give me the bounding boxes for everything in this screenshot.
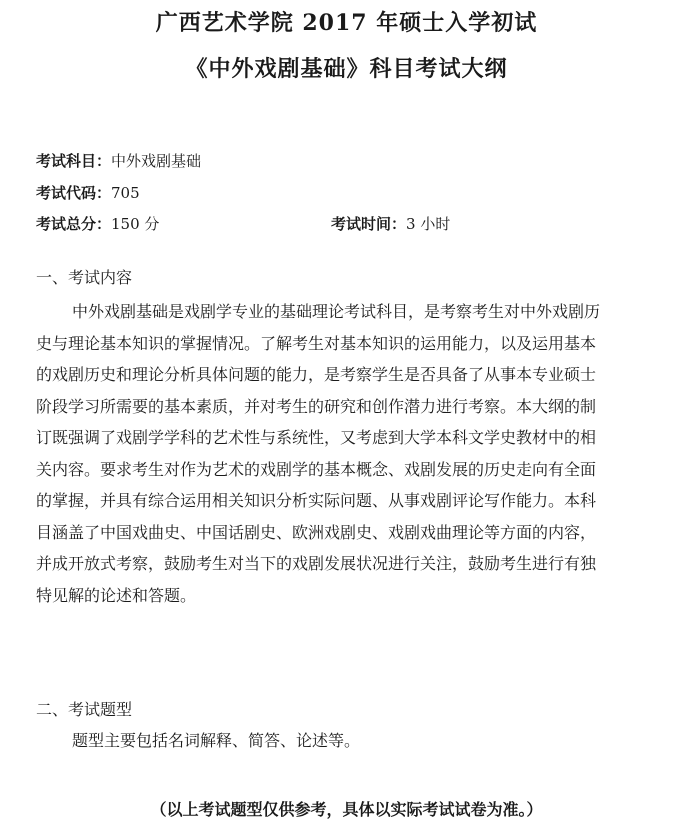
paragraph-line: 并成开放式考察，鼓励考生对当下的戏剧发展状况进行关注，鼓励考生进行有独	[36, 554, 597, 573]
paragraph-line: 的戏剧历史和理论分析具体问题的能力，是考察学生是否具备了从事本专业硕士	[36, 365, 597, 384]
paragraph-line: 订既强调了戏剧学学科的艺术性与系统性，又考虑到大学本科文学史教材中的相	[36, 428, 597, 447]
exam-score-row	[36, 213, 159, 234]
exam-code-row	[36, 182, 140, 203]
paragraph-line: 史与理论基本知识的掌握情况。了解考生对基本知识的运用能力，以及运用基本	[36, 333, 597, 353]
paragraph-line: 目涵盖了中国戏曲史、中国话剧史、欧洲戏剧史、戏剧戏曲理论等方面的内容，	[36, 522, 597, 542]
paragraph-line: 阶段学习所需要的基本素质，并对考生的研究和创作潜力进行考察。本大纲的制	[36, 396, 597, 416]
section2-heading: 二、考试题型	[36, 700, 133, 719]
exam-time-value: 3 小时	[406, 215, 451, 233]
paragraph-line: 的掌握，并具有综合运用相关知识分析实际问题、从事戏剧评论写作能力。本科	[36, 491, 597, 510]
footer-note: （以上考试题型仅供参考，具体以实际考试试卷为准。）	[150, 800, 543, 819]
exam-subject-label: 考试科目：	[36, 152, 112, 170]
paragraph-line: 关内容。要求考生对作为艺术的戏剧学的基本概念、戏剧发展的历史走向有全面	[36, 459, 597, 479]
section1-paragraph	[36, 296, 666, 611]
exam-subject-row	[36, 150, 201, 171]
paragraph-line: 特见解的论述和答题。	[36, 585, 197, 605]
exam-time-label: 考试时间：	[331, 215, 407, 233]
exam-code-label: 考试代码：	[36, 184, 112, 202]
exam-score-value: 150 分	[111, 215, 160, 233]
exam-time-row	[331, 213, 450, 234]
exam-score-label: 考试总分：	[36, 215, 112, 233]
document-title-line2: 《中外戏剧基础》科目考试大纲	[185, 56, 508, 82]
exam-code-value: 705	[111, 184, 140, 202]
section1-heading: 一、考试内容	[36, 268, 133, 287]
section2-text: 题型主要包括名词解释、简答、论述等。	[72, 731, 361, 750]
document-title-line1: 广西艺术学院 2017 年硕士入学初试	[155, 10, 538, 36]
paragraph-line: 中外戏剧基础是戏剧学专业的基础理论考试科目，是考察考生对中外戏剧历	[72, 302, 601, 321]
exam-subject-value: 中外戏剧基础	[111, 152, 202, 170]
